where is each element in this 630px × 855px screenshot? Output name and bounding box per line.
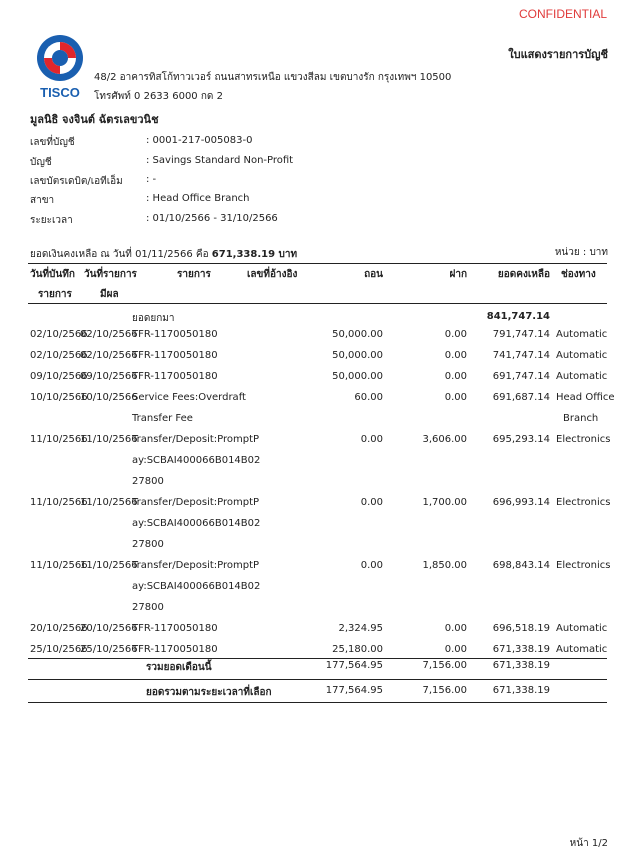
totals-mid-rule: [28, 679, 607, 680]
page-number: หน้า 1/2: [569, 838, 608, 849]
record-date: 02/10/2566: [30, 350, 88, 361]
header-deposit: ฝาก: [449, 269, 467, 280]
description-line: 27800: [132, 539, 164, 550]
balance-amount: 671,338.19: [492, 644, 550, 655]
account-holder-name: มูลนิธิ จงจินต์ ฉัตรเลขวนิช: [30, 113, 159, 126]
record-date: 11/10/2566: [30, 497, 88, 508]
table-row: [0, 560, 630, 623]
bank-phone: โทรศัพท์ 0 2633 6000 กด 2: [94, 91, 223, 102]
document-title: ใบแสดงรายการบัญชี: [508, 48, 608, 61]
table-top-rule: [28, 263, 607, 264]
table-row: [0, 350, 630, 371]
description-line: TFR-1170050180: [132, 644, 218, 655]
period-total-balance: 671,338.19: [492, 685, 550, 696]
channel-line: Automatic: [556, 371, 608, 382]
balance-summary: [30, 247, 297, 262]
info-value-card: : -: [146, 174, 157, 185]
info-value-branch: : Head Office Branch: [146, 193, 250, 204]
description-line: Transfer Fee: [132, 413, 193, 424]
header-description: รายการ: [177, 269, 211, 280]
confidential-label: CONFIDENTIAL: [518, 7, 607, 21]
header-channel: ช่องทาง: [561, 269, 596, 280]
bank-address: 48/2 อาคารทิสโก้ทาวเวอร์ ถนนสาทรเหนือ แขวงสีลม เขตบางรัก กรุงเทพฯ 10500: [94, 72, 452, 83]
header-reference: เลขที่อ้างอิง: [247, 269, 298, 280]
month-total-label: รวมยอดเดือนนี้: [146, 662, 212, 673]
effective-date: 25/10/2566: [80, 644, 138, 655]
channel-line: Electronics: [556, 434, 611, 445]
channel-line: Automatic: [556, 350, 608, 361]
description-line: ay:SCBAI400066B014B02: [132, 581, 261, 592]
month-total-withdraw: 177,564.95: [325, 660, 383, 671]
channel-line: Electronics: [556, 497, 611, 508]
balance-amount: 691,687.14: [492, 392, 550, 403]
withdraw-amount: 60.00: [354, 392, 383, 403]
balance-amount: 698,843.14: [492, 560, 550, 571]
header-record-date: วันที่บันทึก: [30, 269, 75, 280]
description-line: Transfer/Deposit:PromptP: [132, 434, 260, 445]
description-line: 27800: [132, 602, 164, 613]
description-line: Transfer/Deposit:PromptP: [132, 560, 260, 571]
description-line: Transfer/Deposit:PromptP: [132, 497, 260, 508]
deposit-amount: 0.00: [444, 392, 467, 403]
record-date: 09/10/2566: [30, 371, 88, 382]
balance-amount: 671,338.19 บาท: [211, 249, 298, 260]
brought-forward-label: ยอดยกมา: [132, 313, 175, 324]
effective-date: 11/10/2566: [80, 497, 138, 508]
description-line: 27800: [132, 476, 164, 487]
channel-line: Automatic: [556, 644, 608, 655]
effective-date: 11/10/2566: [80, 434, 138, 445]
record-date: 10/10/2566: [30, 392, 88, 403]
brought-forward-balance: 841,747.14: [486, 311, 550, 322]
deposit-amount: 3,606.00: [422, 434, 467, 445]
period-total-withdraw: 177,564.95: [325, 685, 383, 696]
deposit-amount: 0.00: [444, 329, 467, 340]
description-line: TFR-1170050180: [132, 329, 218, 340]
record-date: 20/10/2566: [30, 623, 88, 634]
channel-line: Automatic: [556, 329, 608, 340]
channel-line: Branch: [563, 413, 599, 424]
effective-date: 10/10/2566: [80, 392, 138, 403]
balance-amount: 696,993.14: [492, 497, 550, 508]
deposit-amount: 0.00: [444, 371, 467, 382]
effective-date: 02/10/2566: [80, 350, 138, 361]
period-total-deposit: 7,156.00: [422, 685, 467, 696]
withdraw-amount: 2,324.95: [338, 623, 383, 634]
header-withdraw: ถอน: [364, 269, 383, 280]
info-label-account-no: เลขที่บัญชี: [30, 137, 75, 148]
withdraw-amount: 0.00: [360, 497, 383, 508]
balance-amount: 695,293.14: [492, 434, 550, 445]
effective-date: 09/10/2566: [80, 371, 138, 382]
withdraw-amount: 0.00: [360, 434, 383, 445]
info-label-account-type: บัญชี: [30, 157, 52, 168]
header-record-date-2: รายการ: [38, 289, 72, 300]
table-row: [0, 392, 630, 434]
info-label-card: เลขบัตรเดบิต/เอทีเอ็ม: [30, 176, 123, 187]
table-row: [0, 623, 630, 644]
deposit-amount: 1,700.00: [422, 497, 467, 508]
deposit-amount: 0.00: [444, 350, 467, 361]
table-row-brought-forward: [0, 311, 630, 331]
deposit-amount: 1,850.00: [422, 560, 467, 571]
info-value-account-type: : Savings Standard Non-Profit: [146, 155, 294, 166]
effective-date: 11/10/2566: [80, 560, 138, 571]
balance-amount: 691,747.14: [492, 371, 550, 382]
description-line: TFR-1170050180: [132, 623, 218, 634]
table-header-rule: [28, 303, 607, 304]
info-label-branch: สาขา: [30, 195, 55, 206]
totals-bottom-rule: [28, 702, 607, 703]
logo-text: TISCO: [40, 85, 80, 100]
table-row-month-total: [0, 660, 630, 680]
withdraw-amount: 50,000.00: [332, 350, 383, 361]
description-line: ay:SCBAI400066B014B02: [132, 518, 261, 529]
table-row: [0, 371, 630, 392]
withdraw-amount: 25,180.00: [332, 644, 383, 655]
header-balance: ยอดคงเหลือ: [497, 269, 550, 280]
table-row: [0, 497, 630, 560]
record-date: 25/10/2566: [30, 644, 88, 655]
withdraw-amount: 50,000.00: [332, 371, 383, 382]
channel-line: Electronics: [556, 560, 611, 571]
effective-date: 02/10/2566: [80, 329, 138, 340]
deposit-amount: 0.00: [444, 623, 467, 634]
info-value-period: : 01/10/2566 - 31/10/2566: [146, 213, 278, 224]
month-total-balance: 671,338.19: [492, 660, 550, 671]
description-line: TFR-1170050180: [132, 350, 218, 361]
withdraw-amount: 50,000.00: [332, 329, 383, 340]
balance-amount: 791,747.14: [492, 329, 550, 340]
balance-amount: 696,518.19: [492, 623, 550, 634]
record-date: 02/10/2566: [30, 329, 88, 340]
record-date: 11/10/2566: [30, 434, 88, 445]
description-line: TFR-1170050180: [132, 371, 218, 382]
table-row: [0, 329, 630, 350]
balance-amount: 741,747.14: [492, 350, 550, 361]
period-total-label: ยอดรวมตามระยะเวลาที่เลือก: [146, 687, 272, 698]
withdraw-amount: 0.00: [360, 560, 383, 571]
unit-label: หน่วย : บาท: [554, 247, 608, 258]
channel-line: Head Office: [556, 392, 615, 403]
record-date: 11/10/2566: [30, 560, 88, 571]
info-value-account-no: : 0001-217-005083-0: [146, 135, 253, 146]
info-label-period: ระยะเวลา: [30, 215, 73, 226]
totals-top-rule: [28, 658, 607, 659]
deposit-amount: 0.00: [444, 644, 467, 655]
description-line: Service Fees:Overdraft: [132, 392, 246, 403]
header-effective-date: วันที่รายการ: [84, 269, 137, 280]
header-effective-date-2: มีผล: [100, 289, 119, 300]
tisco-logo: [33, 33, 88, 101]
month-total-deposit: 7,156.00: [422, 660, 467, 671]
description-line: ay:SCBAI400066B014B02: [132, 455, 261, 466]
effective-date: 20/10/2566: [80, 623, 138, 634]
channel-line: Automatic: [556, 623, 608, 634]
table-row: [0, 434, 630, 497]
balance-prefix: ยอดเงินคงเหลือ ณ วันที่ 01/11/2566 คือ: [30, 249, 209, 260]
